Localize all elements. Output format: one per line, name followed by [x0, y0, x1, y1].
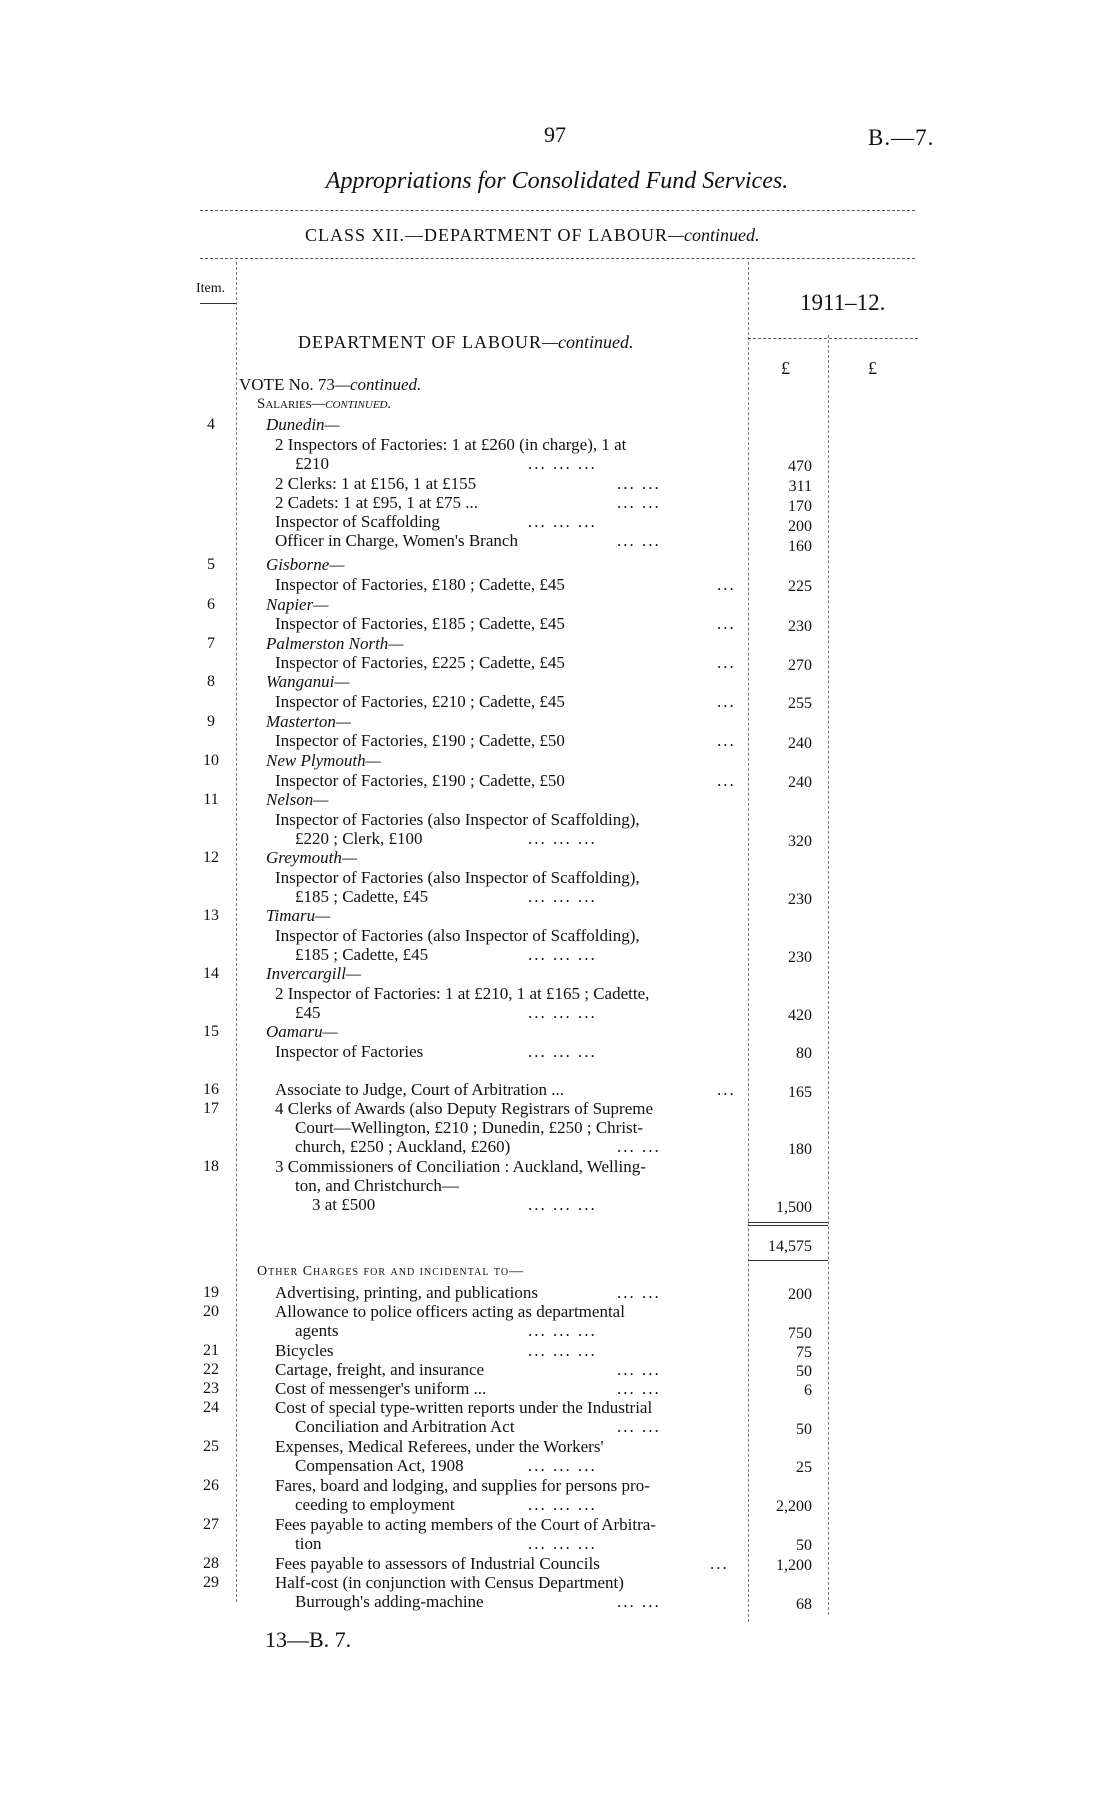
leader-dots: ...: [717, 614, 736, 633]
line-text: 2 Cadets: 1 at £95, 1 at £75 ...: [275, 493, 479, 512]
item-column-header: Item.: [196, 281, 226, 296]
line-text: Compensation Act, 1908: [295, 1456, 464, 1475]
total-rule: [748, 1225, 828, 1226]
leader-dots: ... ...: [617, 531, 661, 550]
region-heading: Timaru—: [266, 906, 331, 925]
amount: 240: [788, 774, 812, 791]
leader-dots: ... ... ...: [528, 512, 597, 531]
amount: 270: [788, 657, 812, 674]
line-text: Burrough's adding-machine: [295, 1592, 484, 1611]
line-text: Inspector of Factories (also Inspector of Scaffolding),: [275, 926, 640, 945]
item-number: 9: [207, 713, 215, 730]
document-reference: B.—7.: [868, 125, 935, 150]
item-number: 14: [203, 965, 219, 982]
line-text: 2 Inspector of Factories: 1 at £210, 1 at £165 ; Cadette,: [275, 984, 650, 1003]
line-text: Allowance to police officers acting as departmental: [275, 1302, 625, 1321]
line-text: 3 at £500: [312, 1195, 376, 1214]
item-number: 7: [207, 635, 215, 652]
amount: 200: [788, 518, 812, 535]
leader-dots: ... ...: [617, 1592, 661, 1611]
line-text: agents: [295, 1321, 339, 1340]
section-heading: DEPARTMENT OF LABOUR—continued.: [298, 332, 634, 352]
region-heading: Nelson—: [266, 790, 329, 809]
line-text: Associate to Judge, Court of Arbitration ...: [275, 1080, 564, 1099]
line-text: Inspector of Factories, £225 ; Cadette, £45: [275, 653, 565, 672]
amount: 75: [796, 1344, 812, 1361]
leader-dots: ...: [710, 1554, 729, 1573]
line-text: Inspector of Scaffolding: [275, 512, 440, 531]
region-heading: Palmerston North—: [266, 634, 404, 653]
item-number: 16: [203, 1081, 219, 1098]
line-text: Fares, board and lodging, and supplies for persons pro-: [275, 1476, 650, 1495]
leader-dots: ... ... ...: [528, 1534, 597, 1553]
line-text: Cartage, freight, and insurance: [275, 1360, 485, 1379]
amount: 1,500: [776, 1199, 812, 1216]
amount: 240: [788, 735, 812, 752]
salaries-heading: Salaries—continued.: [257, 396, 392, 412]
item-number: 22: [203, 1361, 219, 1378]
leader-dots: ... ... ...: [528, 1456, 597, 1475]
line-text: Cost of special type-written reports under the Industrial: [275, 1398, 653, 1417]
region-heading: Greymouth—: [266, 848, 357, 867]
leader-dots: ... ... ...: [528, 454, 597, 473]
line-text: Inspector of Factories, £180 ; Cadette, £45: [275, 575, 565, 594]
region-heading: Gisborne—: [266, 555, 345, 574]
line-text: 4 Clerks of Awards (also Deputy Registrars of Supreme: [275, 1099, 654, 1118]
line-text: Inspector of Factories (also Inspector of Scaffolding),: [275, 868, 640, 887]
leader-dots: ...: [717, 1080, 736, 1099]
amount: 230: [788, 891, 812, 908]
item-number: 24: [203, 1399, 219, 1416]
item-number: 8: [207, 673, 215, 690]
amount: 230: [788, 949, 812, 966]
leader-dots: ... ... ...: [528, 1495, 597, 1514]
total-rule: [748, 1260, 828, 1261]
line-text: Conciliation and Arbitration Act: [295, 1417, 515, 1436]
line-text: ton, and Christchurch—: [295, 1176, 459, 1195]
leader-dots: ...: [717, 731, 736, 750]
item-number: 12: [203, 849, 219, 866]
class-divider: [200, 258, 915, 259]
item-number: 20: [203, 1303, 219, 1320]
item-number: 21: [203, 1342, 219, 1359]
region-heading: Dunedin—: [266, 415, 340, 434]
leader-dots: ... ...: [617, 1379, 661, 1398]
line-text: £185 ; Cadette, £45: [295, 945, 429, 964]
class-heading: CLASS XII.—DEPARTMENT OF LABOUR—continued.: [305, 225, 760, 245]
region-heading: New Plymouth—: [266, 751, 381, 770]
item-number: 4: [207, 416, 215, 433]
page-number: 97: [544, 122, 566, 147]
title-divider: [200, 210, 915, 211]
amount: 200: [788, 1286, 812, 1303]
region-heading: Masterton—: [266, 712, 351, 731]
leader-dots: ...: [717, 771, 736, 790]
amount: 6: [804, 1382, 812, 1399]
line-text: Inspector of Factories, £190 ; Cadette, £50: [275, 731, 565, 750]
line-text: Court—Wellington, £210 ; Dunedin, £250 ; Christ-: [295, 1118, 644, 1137]
amount: 160: [788, 538, 812, 555]
leader-dots: ... ... ...: [528, 945, 597, 964]
line-text: Half-cost (in conjunction with Census Department): [275, 1573, 624, 1592]
leader-dots: ... ... ...: [528, 1321, 597, 1340]
amount: 165: [788, 1084, 812, 1101]
line-text: Inspector of Factories, £190 ; Cadette, £50: [275, 771, 565, 790]
amount: 25: [796, 1459, 812, 1476]
line-text: Inspector of Factories (also Inspector of Scaffolding),: [275, 810, 640, 829]
item-number: 5: [207, 556, 215, 573]
line-text: Fees payable to acting members of the Court of Arbitra-: [275, 1515, 656, 1534]
line-text: £220 ; Clerk, £100: [295, 829, 423, 848]
other-charges-heading: Other Charges for and incidental to—: [257, 1264, 525, 1279]
year-divider: [748, 338, 918, 339]
leader-dots: ...: [717, 653, 736, 672]
line-text: Advertising, printing, and publications: [275, 1283, 538, 1302]
amount: 180: [788, 1141, 812, 1158]
salaries-total: 14,575: [768, 1238, 812, 1255]
line-text: 3 Commissioners of Conciliation : Auckland, Welling-: [275, 1157, 646, 1176]
line-text: Fees payable to assessors of Industrial Councils: [275, 1554, 600, 1573]
region-heading: Invercargill—: [266, 964, 362, 983]
printer-signature: 13—B. 7.: [265, 1627, 352, 1652]
amount: 420: [788, 1007, 812, 1024]
financial-year: 1911–12.: [800, 290, 886, 315]
item-number: 28: [203, 1555, 219, 1572]
region-heading: Oamaru—: [266, 1022, 338, 1041]
line-text: Inspector of Factories, £185 ; Cadette, £45: [275, 614, 565, 633]
amount: 470: [788, 458, 812, 475]
item-number: 25: [203, 1438, 219, 1455]
amount: 225: [788, 578, 812, 595]
line-text: 2 Inspectors of Factories: 1 at £260 (in charge), 1 at: [275, 435, 627, 454]
total-column-divider: [828, 335, 829, 1615]
item-number: 13: [203, 907, 219, 924]
line-text: 2 Clerks: 1 at £156, 1 at £155: [275, 474, 477, 493]
amount: 50: [796, 1421, 812, 1438]
leader-dots: ... ...: [617, 493, 661, 512]
page-title: Appropriations for Consolidated Fund Services.: [325, 168, 789, 194]
amount-column-divider: [748, 262, 749, 1622]
line-text: £185 ; Cadette, £45: [295, 887, 429, 906]
leader-dots: ... ... ...: [528, 1195, 597, 1214]
leader-dots: ...: [717, 575, 736, 594]
amount: 50: [796, 1537, 812, 1554]
leader-dots: ... ...: [617, 1137, 661, 1156]
item-number: 26: [203, 1477, 219, 1494]
leader-dots: ...: [717, 692, 736, 711]
amount: 80: [796, 1045, 812, 1062]
item-number: 23: [203, 1380, 219, 1397]
amount: 750: [788, 1325, 812, 1342]
amount: 230: [788, 618, 812, 635]
pound-symbol-totals: £: [868, 358, 877, 378]
amount: 311: [788, 478, 812, 495]
amount: 320: [788, 833, 812, 850]
item-number: 11: [203, 791, 219, 808]
item-number: 15: [203, 1023, 219, 1040]
total-rule: [748, 1222, 828, 1223]
item-number: 29: [203, 1574, 219, 1591]
amount: 170: [788, 498, 812, 515]
pound-symbol-items: £: [781, 358, 790, 378]
line-text: Inspector of Factories: [275, 1042, 424, 1061]
item-number: 18: [203, 1158, 219, 1175]
line-text: £45: [295, 1003, 321, 1022]
vote-heading: VOTE No. 73—continued.: [239, 375, 422, 394]
item-header-rule: [200, 303, 236, 304]
amount: 2,200: [776, 1498, 812, 1515]
leader-dots: ... ...: [617, 1283, 661, 1302]
leader-dots: ... ... ...: [528, 829, 597, 848]
item-number: 17: [203, 1100, 219, 1117]
amount: 50: [796, 1363, 812, 1380]
amount: 68: [796, 1596, 812, 1613]
leader-dots: ... ...: [617, 474, 661, 493]
amount: 255: [788, 695, 812, 712]
line-text: Cost of messenger's uniform ...: [275, 1379, 487, 1398]
item-number: 10: [203, 752, 219, 769]
leader-dots: ... ...: [617, 1360, 661, 1379]
item-number: 6: [207, 596, 215, 613]
line-text: Inspector of Factories, £210 ; Cadette, £45: [275, 692, 565, 711]
line-text: church, £250 ; Auckland, £260): [295, 1137, 511, 1156]
leader-dots: ... ... ...: [528, 1003, 597, 1022]
item-number: 19: [203, 1284, 219, 1301]
line-text: ceeding to employment: [295, 1495, 455, 1514]
amount: 1,200: [776, 1557, 812, 1574]
region-heading: Napier—: [266, 595, 329, 614]
item-number: 27: [203, 1516, 219, 1533]
line-text: tion: [295, 1534, 322, 1553]
line-text: £210: [295, 454, 329, 473]
line-text: Officer in Charge, Women's Branch: [275, 531, 518, 550]
item-column-divider: [236, 262, 237, 1602]
leader-dots: ... ...: [617, 1417, 661, 1436]
leader-dots: ... ... ...: [528, 1042, 597, 1061]
region-heading: Wanganui—: [266, 672, 350, 691]
line-text: Expenses, Medical Referees, under the Workers': [275, 1437, 604, 1456]
leader-dots: ... ... ...: [528, 1341, 597, 1360]
leader-dots: ... ... ...: [528, 887, 597, 906]
line-text: Bicycles: [275, 1341, 334, 1360]
